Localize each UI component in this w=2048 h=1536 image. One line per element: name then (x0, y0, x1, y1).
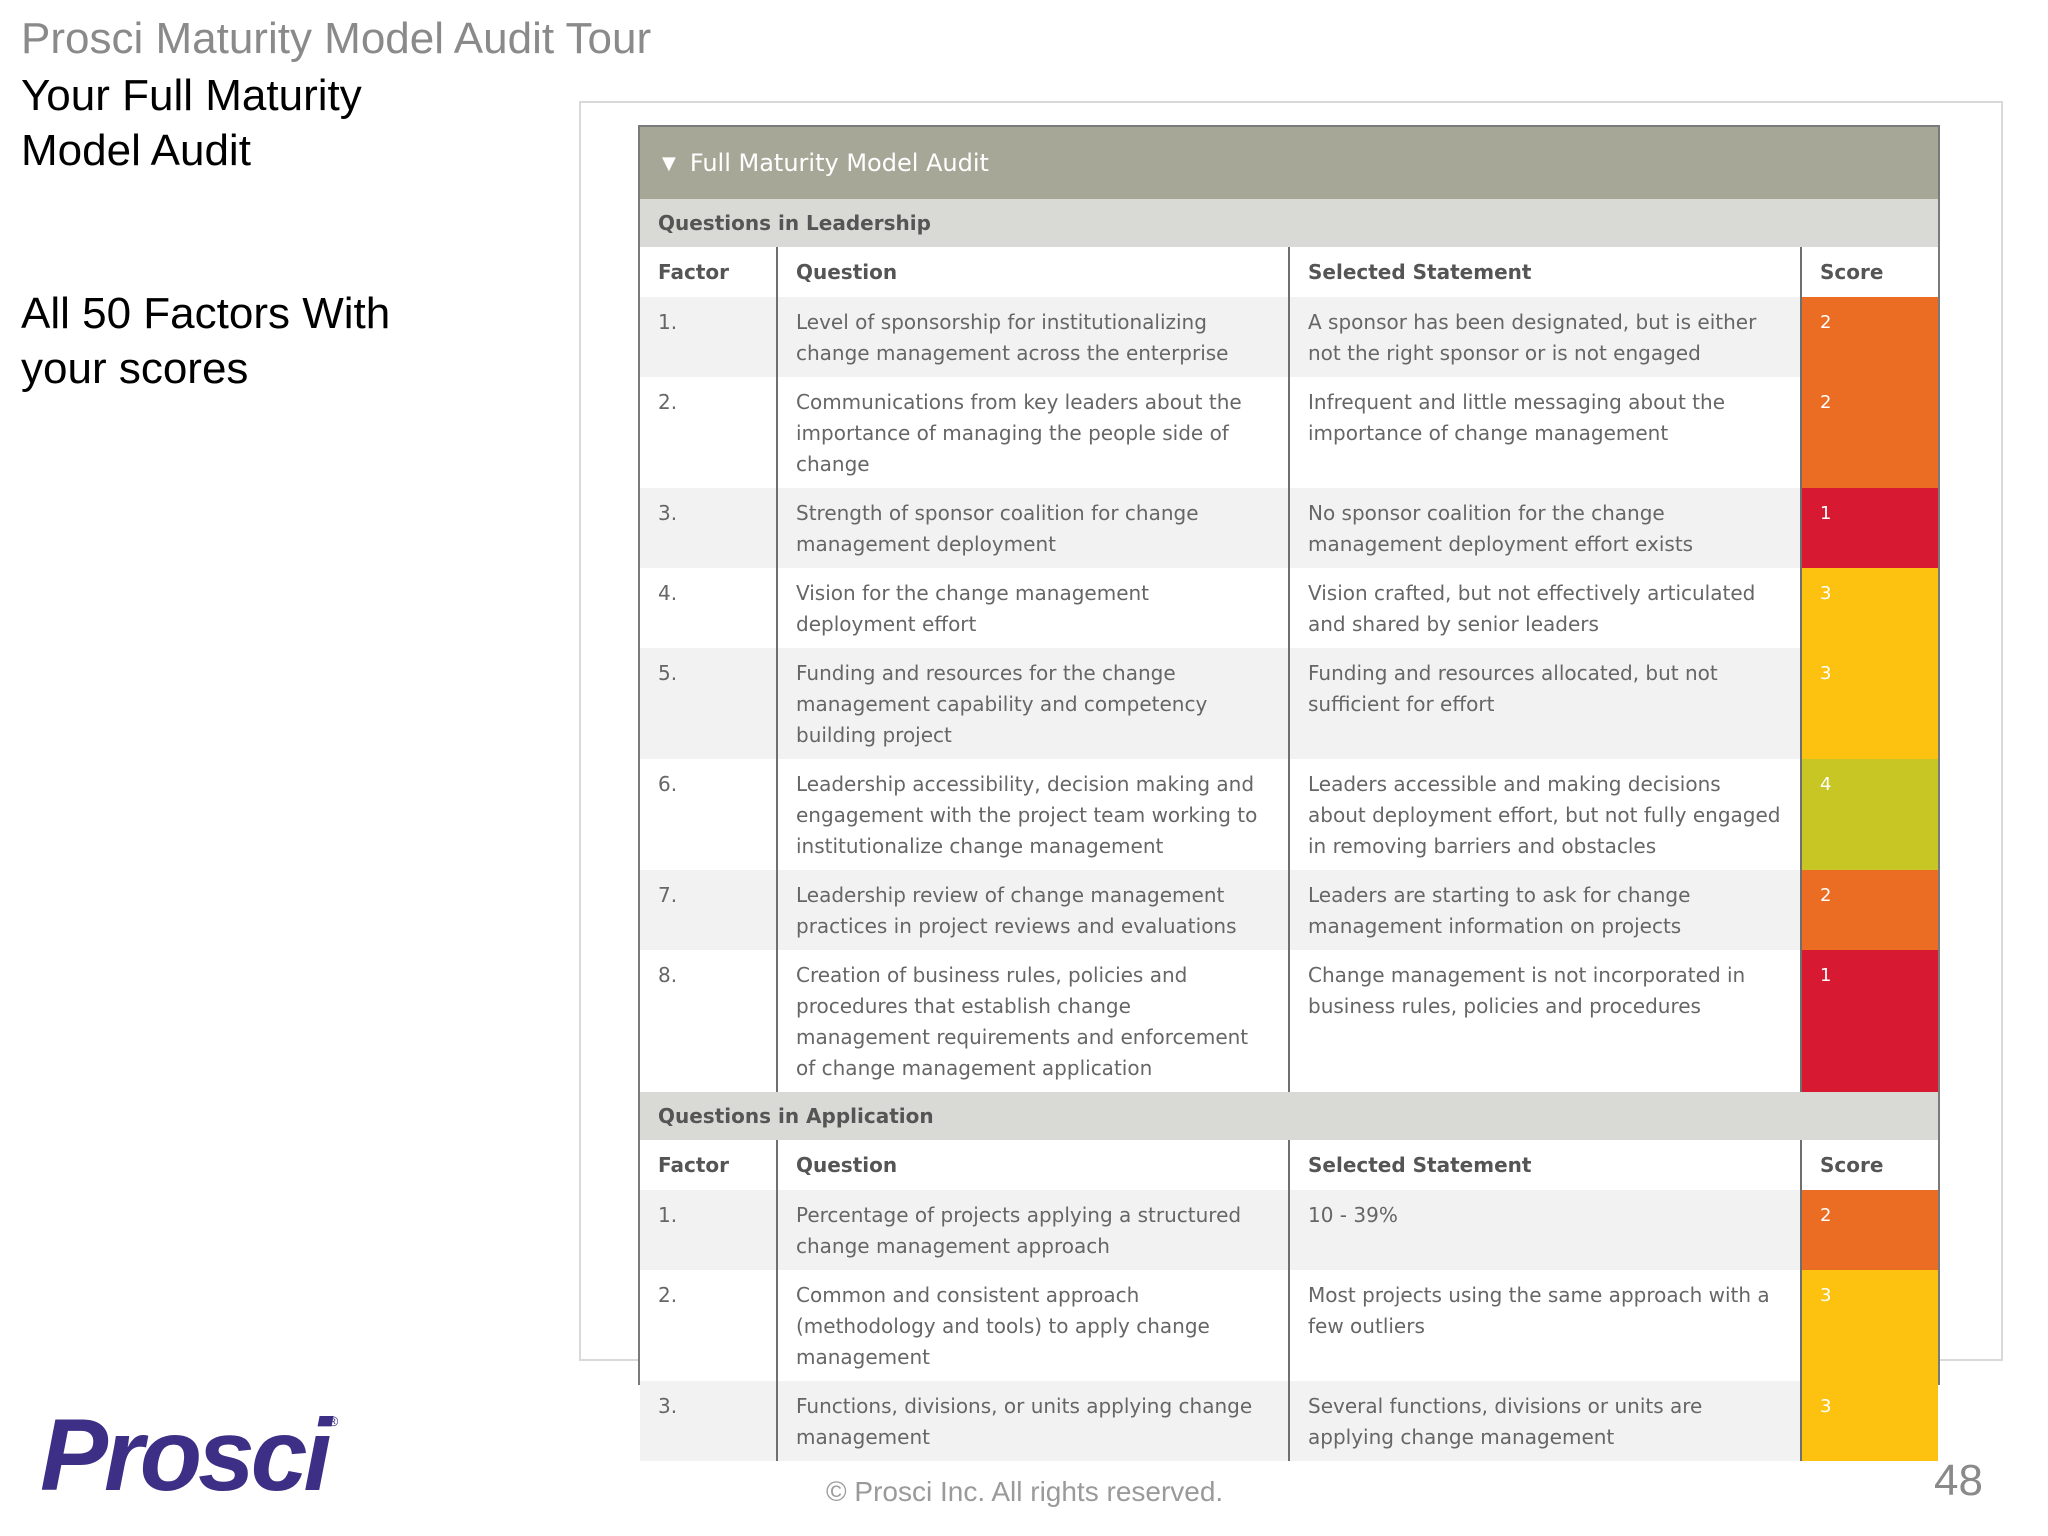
cell-statement: Vision crafted, but not effectively articulated and shared by senior leaders (1289, 568, 1801, 648)
table-row (640, 759, 1938, 870)
copyright-footer: © Prosci Inc. All rights reserved. (826, 1476, 1224, 1507)
cell-factor: 4. (640, 568, 777, 648)
cell-statement: Change management is not incorporated in business rules, policies and procedures (1289, 950, 1801, 1092)
cell-question: Vision for the change management deployment effort (777, 568, 1289, 648)
slide-subtitle: Your Full Maturity Model Audit (21, 71, 362, 175)
slide-note: All 50 Factors With your scores (21, 289, 391, 393)
cell-question: Communications from key leaders about the importance of managing the people side of change (777, 377, 1289, 488)
audit-sections (640, 199, 1938, 1461)
cell-score: 2 (1801, 870, 1938, 950)
cell-factor: 7. (640, 870, 777, 950)
panel-title: Full Maturity Model Audit (689, 149, 989, 177)
cell-score: 2 (1801, 1190, 1938, 1270)
cell-question: Funding and resources for the change management capability and competency building project (777, 648, 1289, 759)
cell-score: 3 (1801, 648, 1938, 759)
prosci-logo (40, 1398, 350, 1513)
table-row (640, 1270, 1938, 1381)
cell-question: Strength of sponsor coalition for change management deployment (777, 488, 1289, 568)
section-title: Questions in Leadership (640, 199, 1938, 247)
collapse-triangle-icon: ▼ (662, 152, 676, 174)
audit-table (640, 247, 1938, 1092)
cell-statement: Leaders accessible and making decisions about deployment effort, but not fully engaged in removing barriers and obstacles (1289, 759, 1801, 870)
cell-score: 3 (1801, 1270, 1938, 1381)
table-row (640, 568, 1938, 648)
cell-factor: 5. (640, 648, 777, 759)
cell-statement: No sponsor coalition for the change management deployment effort exists (1289, 488, 1801, 568)
cell-question: Leadership accessibility, decision making and engagement with the project team working to institutionalize change management (777, 759, 1289, 870)
cell-question: Percentage of projects applying a structured change management approach (777, 1190, 1289, 1270)
cell-question: Creation of business rules, policies and procedures that establish change management requirements and enforcement of change management application (777, 950, 1289, 1092)
table-header-row (640, 247, 1938, 297)
cell-statement: A sponsor has been designated, but is either not the right sponsor or is not engaged (1289, 297, 1801, 377)
slide-title: Prosci Maturity Model Audit Tour (21, 14, 652, 63)
table-row (640, 488, 1938, 568)
cell-factor: 6. (640, 759, 777, 870)
audit-table (640, 1140, 1938, 1461)
cell-factor: 1. (640, 297, 777, 377)
table-row (640, 297, 1938, 377)
cell-score: 3 (1801, 568, 1938, 648)
column-header-score: Score (1801, 1140, 1938, 1190)
page-number: 48 (1934, 1456, 1983, 1505)
cell-score: 4 (1801, 759, 1938, 870)
table-header-row (640, 1140, 1938, 1190)
cell-score: 1 (1801, 488, 1938, 568)
table-row (640, 870, 1938, 950)
cell-statement: Leaders are starting to ask for change management information on projects (1289, 870, 1801, 950)
cell-statement: Funding and resources allocated, but not sufficient for effort (1289, 648, 1801, 759)
panel-header-toggle[interactable] (640, 127, 1938, 199)
cell-question: Level of sponsorship for institutionalizing change management across the enterprise (777, 297, 1289, 377)
registered-mark: ® (328, 1413, 339, 1429)
table-row (640, 950, 1938, 1092)
column-header-score: Score (1801, 247, 1938, 297)
column-header-statement: Selected Statement (1289, 1140, 1801, 1190)
cell-question: Functions, divisions, or units applying change management (777, 1381, 1289, 1461)
cell-score: 2 (1801, 377, 1938, 488)
column-header-factor: Factor (640, 247, 777, 297)
cell-statement: Several functions, divisions or units are applying change management (1289, 1381, 1801, 1461)
cell-score: 2 (1801, 297, 1938, 377)
cell-question: Common and consistent approach (methodology and tools) to apply change management (777, 1270, 1289, 1381)
column-header-question: Question (777, 1140, 1289, 1190)
cell-score: 1 (1801, 950, 1938, 1092)
cell-factor: 3. (640, 488, 777, 568)
table-row (640, 648, 1938, 759)
cell-score: 3 (1801, 1381, 1938, 1461)
table-row (640, 1190, 1938, 1270)
cell-factor: 2. (640, 377, 777, 488)
audit-panel (638, 125, 1940, 1449)
cell-question: Leadership review of change management practices in project reviews and evaluations (777, 870, 1289, 950)
column-header-statement: Selected Statement (1289, 247, 1801, 297)
column-header-factor: Factor (640, 1140, 777, 1190)
screenshot-frame (579, 101, 2003, 1449)
logo-wordmark: Prosci (40, 1398, 328, 1512)
column-header-question: Question (777, 247, 1289, 297)
cell-statement: Infrequent and little messaging about the importance of change management (1289, 377, 1801, 488)
table-row (640, 1381, 1938, 1461)
table-row (640, 377, 1938, 488)
cell-factor: 3. (640, 1381, 777, 1461)
cell-statement: 10 - 39% (1289, 1190, 1801, 1270)
cell-factor: 2. (640, 1270, 777, 1381)
cell-factor: 1. (640, 1190, 777, 1270)
section-title: Questions in Application (640, 1092, 1938, 1140)
cell-factor: 8. (640, 950, 777, 1092)
cell-statement: Most projects using the same approach with a few outliers (1289, 1270, 1801, 1381)
